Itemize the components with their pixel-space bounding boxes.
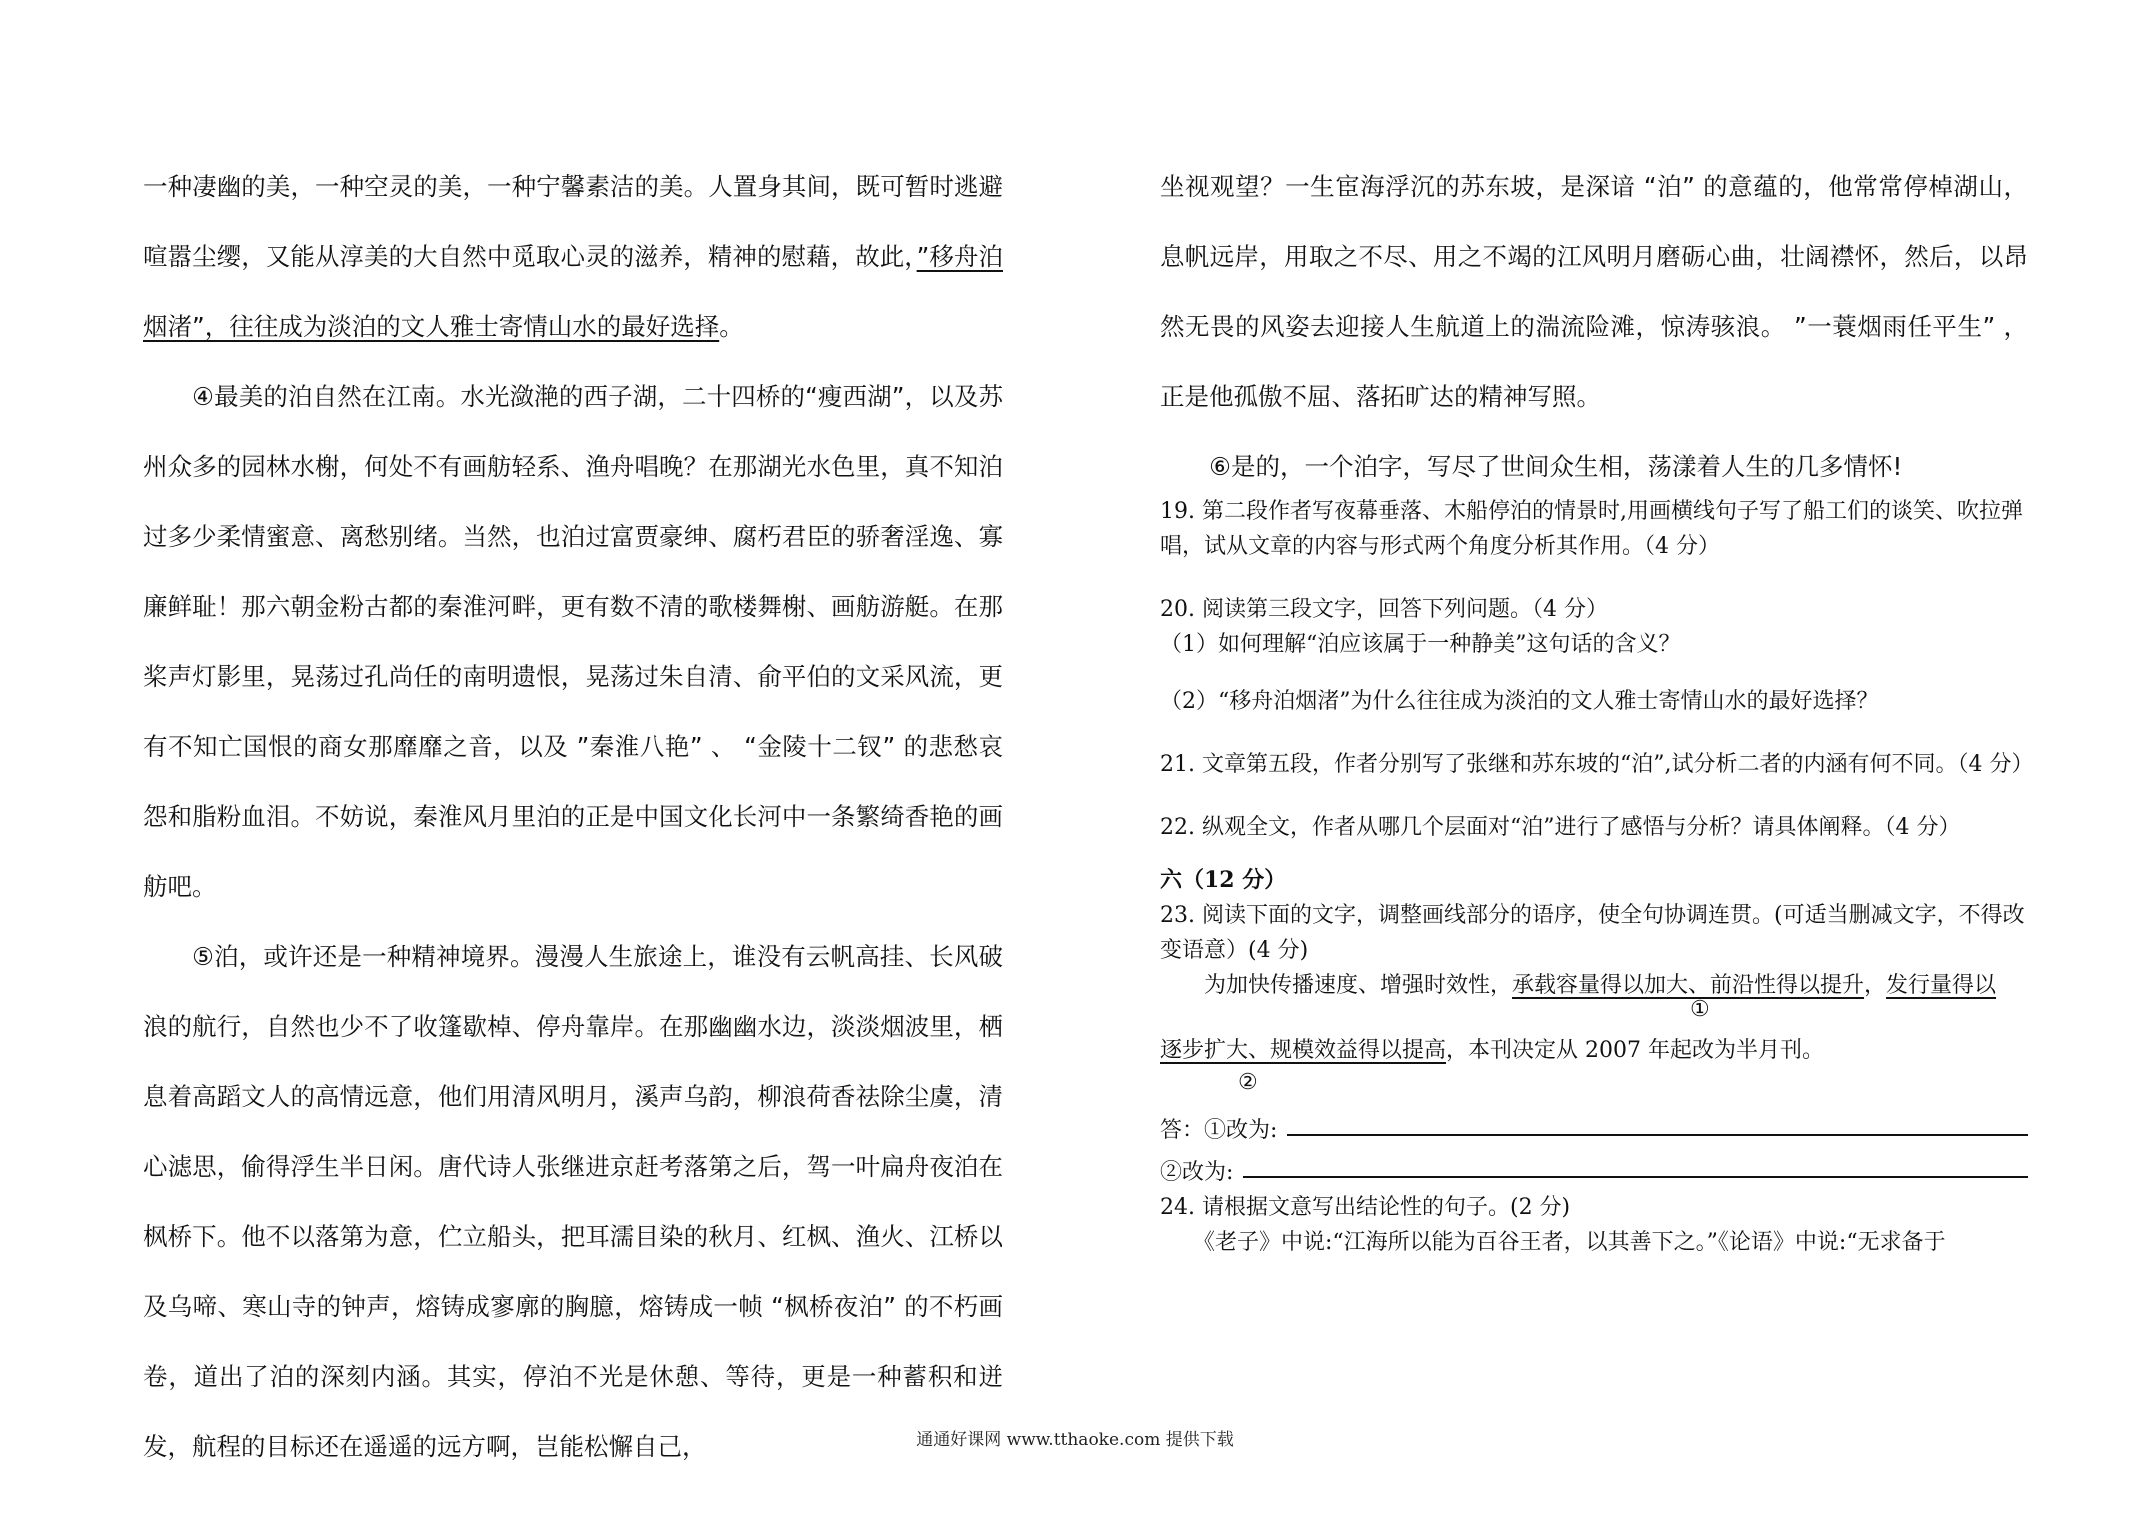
underlined-sentence: ”移舟泊烟渚”，往往成为淡泊的文人雅士寄情山水的最好选择: [143, 242, 1003, 341]
answer-line-2: [1160, 1144, 2028, 1186]
answer-blank-1[interactable]: [1287, 1134, 2028, 1136]
marker-1: ①: [1690, 997, 1710, 1022]
question-24-quote: 《老子》中说:“江海所以能为百谷王者，以其善下之。”《论语》中说:“无求备于: [1193, 1230, 1946, 1255]
right-column: [1160, 152, 2034, 1260]
answer-blank-2[interactable]: [1243, 1176, 2028, 1178]
question-24: 24. 请根据文意写出结论性的句子。(2 分): [1160, 1195, 1571, 1220]
answer-label-1: 答：①改为:: [1160, 1118, 1278, 1143]
question-20: 20. 阅读第三段文字，回答下列问题。（4 分）: [1160, 597, 1608, 622]
answer-label-2: ②改为:: [1160, 1160, 1234, 1185]
question-23-passage-line2: [1160, 1033, 2028, 1068]
footer-source: 通通好课网 www.tthaoke.com 提供下载: [916, 1430, 1234, 1450]
paragraph-6: ⑥是的，一个泊字，写尽了世间众生相，荡漾着人生的几多情怀!: [1209, 452, 1903, 481]
question-19: 19. 第二段作者写夜幕垂落、木船停泊的情景时,用画横线句子写了船工们的谈笑、吹拉弹唱，试从文章的内容与形式两个角度分析其作用。（4 分）: [1160, 499, 2023, 559]
paragraph-5: ⑤泊，或许还是一种精神境界。漫漫人生旅途上，谁没有云帆高挂、长风破浪的航行，自然也少不了收篷歇棹、停舟靠岸。在那幽幽水边，淡淡烟波里，栖息着高蹈文人的高情远意，他们用清风明月，溪声乌韵，柳浪荷香祛除尘虞，清心滤思，偷得浮生半日闲。唐代诗人张继进京赶考落第之后，驾一叶扁舟夜泊在枫桥下。他不以落第为意，伫立船头，把耳濡目染的秋月、红枫、渔火、江桥以及乌啼、寒山寺的钟声，熔铸成寥廓的胸臆，熔铸成一帧 “枫桥夜泊” 的不朽画卷，道出了泊的深刻内涵。其实，停泊不光是休憩、等待，更是一种蓄积和迸发，航程的目标还在遥遥的远方啊，岂能松懈自己，: [143, 942, 1003, 1461]
answer-line-1: [1160, 1102, 2028, 1144]
paragraph-3-tail: 。: [719, 312, 744, 341]
question-22: 22. 纵观全文，作者从哪几个层面对“泊”进行了感悟与分析？请具体阐释。（4 分）: [1160, 815, 1961, 840]
passage-intro: 为加快传播速度、增强时效性，: [1204, 973, 1513, 998]
question-23: 23. 阅读下面的文字，调整画线部分的语序，使全句协调连贯。(可适当删减文字，不得改变语意）(4 分): [1160, 903, 2025, 963]
section-six-heading: 六（12 分）: [1160, 867, 1287, 893]
passage-comma: ，: [1864, 973, 1887, 998]
underlined-part-2-start: 发行量得以: [1886, 973, 1997, 998]
question-20-1: （1）如何理解“泊应该属于一种静美”这句话的含义？: [1160, 632, 1681, 657]
question-20-2: （2）“移舟泊烟渚”为什么往往成为淡泊的文人雅士寄情山水的最好选择？: [1160, 689, 1879, 714]
paragraph-5-cont: 坐视观望？一生宦海浮沉的苏东坡，是深谙 “泊” 的意蕴的，他常常停棹湖山，息帆远岸，用取之不尽、用之不竭的江风明月磨砺心曲，壮阔襟怀，然后，以昂然无畏的风姿去迎接人生航道上的湍流险滩，惊涛骇浪。 ”一蓑烟雨任平生” ，正是他孤傲不屈、落拓旷达的精神写照。: [1160, 172, 2028, 411]
paragraph-4: ④最美的泊自然在江南。水光潋滟的西子湖，二十四桥的“瘦西湖”，以及苏州众多的园林水榭，何处不有画舫轻系、渔舟唱晚？在那湖光水色里，真不知泊过多少柔情蜜意、离愁别绪。当然，也泊过富贾豪绅、腐朽君臣的骄奢淫逸、寡廉鲜耻！那六朝金粉古都的秦淮河畔，更有数不清的歌楼舞榭、画舫游艇。在那桨声灯影里，晃荡过孔尚任的南明遗恨，晃荡过朱自清、俞平伯的文采风流，更有不知亡国恨的商女那靡靡之音，以及 ”秦淮八艳” 、 “金陵十二钗” 的悲愁哀怨和脂粉血泪。不妨说，秦淮风月里泊的正是中国文化长河中一条繁绮香艳的画舫吧。: [143, 382, 1003, 901]
question-23-passage-line1: [1160, 968, 2028, 1003]
underlined-part-2-end: 逐步扩大、规模效益得以提高: [1160, 1038, 1447, 1063]
passage-end: ，本刊决定从 2007 年起改为半月刊。: [1446, 1038, 1824, 1063]
paragraph-3-cont: [143, 152, 1003, 362]
marker-2: ②: [1238, 1070, 1258, 1095]
left-column: [143, 152, 1003, 1482]
question-21: 21. 文章第五段，作者分别写了张继和苏东坡的“泊”,试分析二者的内涵有何不同。（4 分）: [1160, 752, 2034, 777]
paragraph-3-text: 一种凄幽的美，一种空灵的美，一种宁馨素洁的美。人置身其间，既可暂时逃避喧嚣尘缨，又能从淳美的大自然中觅取心灵的滋养，精神的慰藉，故此，: [143, 172, 1003, 271]
underlined-part-1: 承载容量得以加大、前沿性得以提升: [1512, 973, 1865, 998]
